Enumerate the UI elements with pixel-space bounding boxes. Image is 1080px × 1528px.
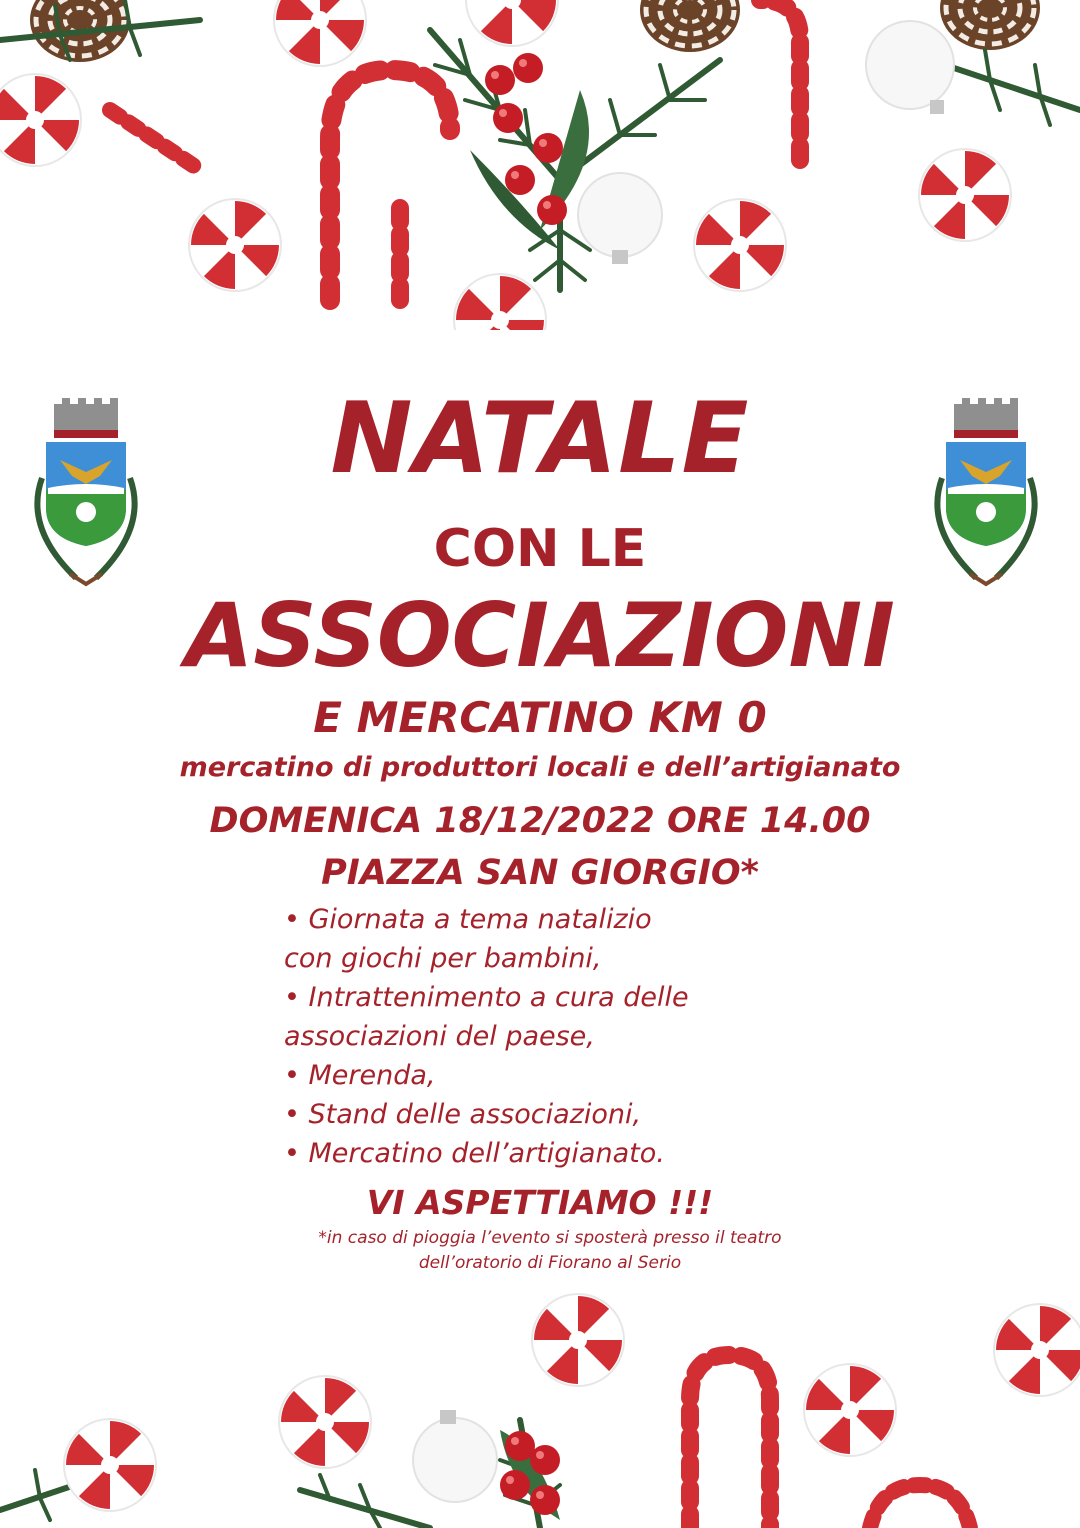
closing-message: VI ASPETTIAMO !!! — [366, 1183, 714, 1222]
subtitle: E MERCATINO KM 0 — [313, 693, 767, 742]
list-item: • Intrattenimento a cura delle — [284, 982, 689, 1013]
title-associazioni: ASSOCIAZIONI — [185, 584, 895, 687]
candy-cane-icon — [690, 1355, 970, 1528]
rain-footnote: *in caso di pioggia l’evento si sposterà presso il teatro — [318, 1228, 782, 1248]
christmas-ball-icon — [578, 21, 954, 264]
list-item: • Stand delle associazioni, — [284, 1099, 642, 1130]
peppermint-icon — [189, 199, 281, 291]
holly-berries-icon — [470, 53, 589, 250]
peppermint-icon — [0, 74, 81, 166]
peppermint-icon — [274, 0, 366, 66]
list-item: • Merenda, — [284, 1060, 436, 1091]
peppermint-icon — [454, 274, 546, 330]
peppermint-icon — [994, 1304, 1080, 1396]
rain-footnote-continuation: dell’oratorio di Fiorano al Serio — [418, 1253, 682, 1273]
event-location: PIAZZA SAN GIORGIO* — [321, 853, 759, 893]
pine-cone-icon — [30, 0, 130, 62]
christmas-ball-icon — [413, 1410, 497, 1502]
pine-cone-icon — [640, 0, 740, 52]
description: mercatino di produttori locali e dell’artigianato — [179, 752, 901, 783]
peppermint-icon — [466, 0, 558, 46]
candy-cane-icon — [110, 0, 800, 300]
peppermint-icon — [804, 1364, 896, 1456]
peppermint-icon — [694, 199, 786, 291]
pine-branch-icon — [0, 0, 1080, 290]
list-item: • Mercatino dell’artigianato. — [284, 1138, 665, 1169]
event-date-time: DOMENICA 18/12/2022 ORE 14.00 — [209, 801, 871, 841]
list-item-continuation: associazioni del paese, — [284, 1021, 595, 1052]
holly-berries-icon — [500, 1430, 560, 1520]
pine-branch-icon — [0, 1420, 560, 1528]
peppermint-icon — [279, 1376, 371, 1468]
peppermint-icon — [532, 1294, 624, 1386]
activity-list — [284, 900, 844, 1173]
peppermint-icon — [64, 1419, 156, 1511]
list-item: • Giornata a tema natalizio — [284, 904, 652, 935]
top-christmas-decoration — [0, 0, 1080, 330]
bottom-christmas-decoration — [0, 1280, 1080, 1528]
list-item-continuation: con giochi per bambini, — [284, 943, 602, 974]
pine-cone-icon — [940, 0, 1040, 50]
peppermint-icon — [919, 149, 1011, 241]
title-natale: NATALE — [330, 382, 750, 496]
title-con-le: CON LE — [433, 519, 647, 579]
